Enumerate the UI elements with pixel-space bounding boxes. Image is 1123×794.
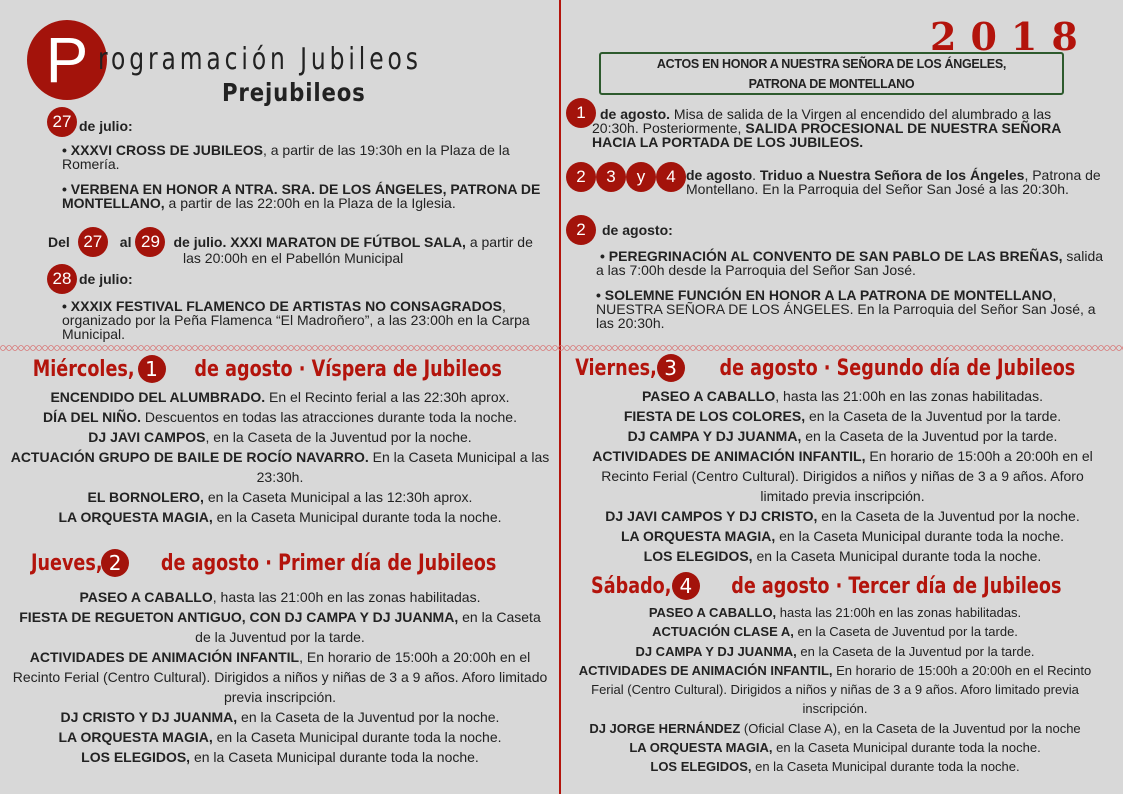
day-badge: 27 [47,107,77,137]
heading-text: de agosto · Segundo día de Jubileos [719,355,1075,381]
heading-text: de agosto · Tercer día de Jubileos [731,573,1062,599]
day-badge: 2 [566,215,596,245]
day-badge: 27 [78,227,108,257]
day-badge: 4 [656,162,686,192]
event-item: PASEO A CABALLO, hasta las 21:00h en las zonas habilitadas. [79,589,481,605]
page-subtitle: Prejubileos [222,78,366,107]
year: 2018 [930,14,1092,59]
day-heading [561,353,1123,383]
heading-text: de agosto · Víspera de Jubileos [193,356,502,382]
event-verbena: • VERBENA EN HONOR A NTRA. SRA. DE LOS ÁNGELES, PATRONA DE MONTELLANO, a partir de las 22:00h en la Plaza de la Iglesia. [62,181,541,211]
date-28-julio [47,264,133,294]
event-item: ACTIVIDADES DE ANIMACIÓN INFANTIL, En horario de 15:00h a 20:00h en el Recinto Ferial (Centro Cultural). Dirigidos a niños y niñas de 3 a 9 años. Aforo limitado previa inscripción. [12,649,548,705]
page-title: rogramación Jubileos [98,42,422,77]
day-heading [0,548,560,578]
weekday: Viernes, [574,355,657,381]
event-triduo: de agosto. Triduo a Nuestra Señora de los Ángeles, Patrona de Montellano. En la Parroquia del Señor San José a las 20:30h. [686,167,1101,197]
date-2-agosto [566,215,673,245]
event-item: ACTUACIÓN CLASE A, en la Caseta de Juventud por la tarde. [652,624,1018,640]
title-initial-badge: P [27,20,107,100]
event-list [10,387,550,527]
horizontal-divider [0,345,1123,351]
event-item: PASEO A CABALLO, hasta las 21:00h en las zonas habilitadas. [648,605,1022,620]
day-badge: 3 [657,354,685,382]
day-heading [0,354,560,384]
day-badge: 4 [672,572,700,600]
event-item: PASEO A CABALLO, hasta las 21:00h en las zonas habilitadas. [641,388,1043,404]
maraton-title: de julio. XXXI MARATON DE FÚTBOL SALA, [173,234,466,250]
maraton-text: a partir de [465,234,533,250]
date-label: de julio: [79,118,133,134]
day-badge: 29 [135,227,165,257]
day-badge: 2 [566,162,596,192]
event-item: LOS ELEGIDOS, en la Caseta Municipal durante toda la noche. [650,759,1020,775]
event-peregrinacion: • PEREGRINACIÓN AL CONVENTO DE SAN PABLO DE LAS BREÑAS, salida a las 7:00h desde la Parroquia del Señor San José. [596,248,1104,278]
event-item: ACTIVIDADES DE ANIMACIÓN INFANTIL, En horario de 15:00h a 20:00h en el Recinto Ferial (Centro Cultural). Dirigidos a niños y niñas de 3 a 9 años. Aforo limitado previa inscripción. [592,448,1093,504]
date-label: de agosto: [602,222,673,238]
event-item: DJ CAMPA Y DJ JUANMA, en la Caseta de la Juventud por la tarde. [635,643,1035,659]
day-badge: 1 [566,98,596,128]
event-item: ACTUACIÓN GRUPO DE BAILE DE ROCÍO NAVARRO. En la Caseta Municipal a las 23:30h. [10,449,550,485]
date-27-julio [47,107,133,137]
event-item: DJ JAVI CAMPOS Y DJ CRISTO, en la Caseta de la Juventud por la noche. [605,508,1080,524]
event-item: LOS ELEGIDOS, en la Caseta Municipal durante toda la noche. [643,548,1042,564]
event-item: LA ORQUESTA MAGIA, en la Caseta Municipal durante toda la noche. [620,528,1064,544]
event-item: FIESTA DE LOS COLORES, en la Caseta de la Juventud por la tarde. [623,408,1062,424]
event-list [10,587,550,767]
day-heading [561,571,1123,601]
event-item: LOS ELEGIDOS, en la Caseta Municipal durante toda la noche. [81,749,479,765]
label-del: Del [48,234,70,250]
day-badge: 1 [138,355,166,383]
event-item: DJ CAMPA Y DJ JUANMA, en la Caseta de la Juventud por la tarde. [627,428,1058,444]
event-cross: • XXXVI CROSS DE JUBILEOS, a partir de las 19:30h en la Plaza de la Romería. [62,142,510,172]
weekday: Miércoles, [32,356,135,382]
maraton-text-2: las 20:00h en el Pabellón Municipal [183,250,404,266]
event-list [565,603,1105,777]
event-item: DJ CRISTO Y DJ JUANMA, en la Caseta de la Juventud por la noche. [60,709,500,725]
event-item: LA ORQUESTA MAGIA, en la Caseta Municipal durante toda la noche. [58,729,502,745]
event-item: LA ORQUESTA MAGIA, en la Caseta Municipal durante toda la noche. [58,509,502,525]
day-badge: 2 [101,549,129,577]
event-item: FIESTA DE REGUETON ANTIGUO, CON DJ CAMPA Y DJ JUANMA, en la Caseta de la Juventud por la tarde. [19,609,541,645]
event-item: ACTIVIDADES DE ANIMACIÓN INFANTIL, En horario de 15:00h a 20:00h en el Recinto Ferial (Centro Cultural). Dirigidos a niños y niñas de 3 a 9 años. Aforo limitado previa inscripción. [578,662,1092,717]
day-badge: 28 [47,264,77,294]
event-item: ENCENDIDO DEL ALUMBRADO. En el Recinto ferial a las 22:30h aprox. [50,389,510,405]
event-item: DÍA DEL NIÑO. Descuentos en todas las atracciones durante toda la noche. [43,409,517,425]
weekday: Sábado, [591,573,672,599]
event-item: DJ JAVI CAMPOS, en la Caseta de la Juventud por la noche. [88,429,472,445]
box-line-2: PATRONA DE MONTELLANO [748,77,915,91]
event-list [585,386,1100,566]
actos-heading-box [599,52,1064,95]
event-item: EL BORNOLERO, en la Caseta Municipal a las 12:30h aprox. [87,489,473,505]
event-flamenco: • XXXIX FESTIVAL FLAMENCO DE ARTISTAS NO CONSAGRADOS, organizado por la Peña Flamenca “El Madroñero”, a las 23:00h en la Carpa Municipal. [62,298,530,342]
event-funcion: • SOLEMNE FUNCIÓN EN HONOR A LA PATRONA DE MONTELLANO, NUESTRA SEÑORA DE LOS ÁNGELES. En la Parroquia del Señor San José, a las 20:30h. [596,287,1096,331]
date-label: de julio: [79,271,133,287]
day-badge: 3 [596,162,626,192]
weekday: Jueves, [30,550,103,576]
event-item: LA ORQUESTA MAGIA, en la Caseta Municipal durante toda la noche. [629,740,1041,756]
vertical-divider [559,0,561,794]
event-misa: de agosto. Misa de salida de la Virgen al encendido del alumbrado a las 20:30h. Posteriormente, SALIDA PROCESIONAL DE NUESTRA SEÑORA HACIA LA PORTADA DE LOS JUBILEOS. [592,106,1061,150]
label-al: al [119,234,132,250]
box-line-1: ACTOS EN HONOR A NUESTRA SEÑORA DE LOS ÁNGELES, [656,57,1007,71]
event-item: DJ JORGE HERNÁNDEZ (Oficial Clase A), en la Caseta de la Juventud por la noche [589,720,1081,736]
and-badge: y [626,162,656,192]
heading-text: de agosto · Primer día de Jubileos [161,550,497,576]
triduo-badges [566,162,686,192]
